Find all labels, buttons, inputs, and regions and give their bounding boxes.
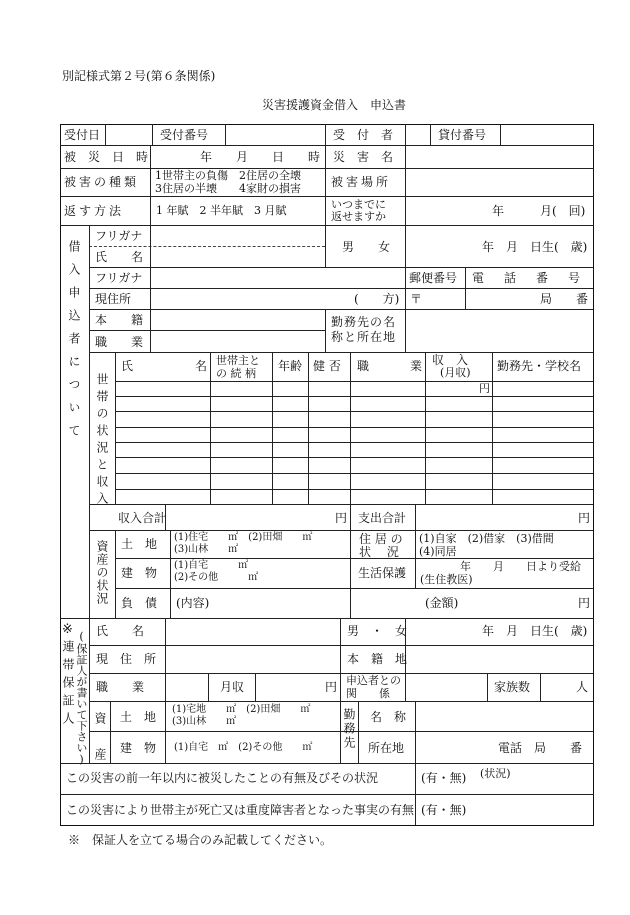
postal-code-label: 郵便番号: [409, 271, 458, 285]
welfare-label: 生活保護: [358, 566, 407, 580]
receiver-label: 受 付 者: [333, 128, 394, 142]
applicant-section-label: 借入申込者について: [67, 240, 81, 447]
guarantor-building-options: (1)自宅 ㎡ (2)その他 ㎡: [174, 742, 313, 753]
guarantor-land-options-2: (3)山林 ㎡: [172, 716, 237, 727]
housing-label-2: 状 況: [359, 545, 399, 559]
welfare-value-1: 年 月 日より受給: [460, 560, 581, 573]
furigana-label: フリガナ: [95, 229, 143, 243]
repay-when-line1: いつまでに: [331, 198, 386, 211]
guarantor-section-label: 連帯保証人: [61, 640, 75, 730]
question-prior-disaster-state: (状況): [480, 767, 511, 780]
form-number: 別記様式第２号(第６条関係): [62, 69, 216, 83]
col-relation-1: 世帯主と: [216, 354, 260, 367]
family-count-unit: 人: [576, 680, 589, 694]
loan-number-label: 貸付番号: [438, 128, 487, 142]
building-label: 建 物: [121, 566, 158, 580]
col-income-1: 収 入: [432, 353, 469, 367]
building-options-1: (1)自宅 ㎡: [174, 560, 249, 571]
housing-options-1: (1)自家 (2)借家 (3)借間: [419, 532, 554, 545]
col-age: 年齢: [278, 359, 303, 373]
col-name-1: 氏: [121, 359, 134, 373]
question-head-death: この災害により世帯主が死亡又は重度障害者となった事実の有無: [66, 803, 415, 817]
station-label: 局 番: [540, 292, 589, 306]
assets-section-label: 資産の状況: [95, 540, 109, 605]
col-job-2: 業: [410, 359, 423, 373]
expense-total-label: 支出合計: [358, 511, 407, 525]
workplace-phone-label: 電話 局 番: [498, 741, 583, 755]
guarantor-relation-1: 申込者との: [346, 674, 401, 687]
workplace-address-label: 所在地: [368, 741, 405, 755]
guarantor-land-options-1: (1)宅地 ㎡ (2)田畑 ㎡: [172, 704, 311, 715]
housing-options-2: (4)同居: [419, 545, 457, 558]
receipt-date-label: 受付日: [64, 128, 101, 142]
birth-date: 年 月 日生( 歳): [482, 240, 588, 254]
col-income-2: (月収): [440, 366, 471, 379]
guarantor-asset-label: 資 産: [93, 712, 107, 766]
household-section-label: 世帯の状況と収入: [95, 373, 109, 509]
workplace-name-label: 名 称: [370, 710, 407, 724]
guarantor-address-label: 現 住 所: [96, 652, 157, 666]
guarantor-monthly-label: 月収: [220, 680, 245, 694]
repay-method-label: 返す方法: [64, 204, 125, 218]
guarantor-land-label: 土 地: [120, 710, 157, 724]
land-options-2: (3)山林 ㎡: [174, 544, 239, 555]
guarantor-birth-date: 年 月 日生( 歳): [482, 624, 588, 638]
col-name-2: 名: [195, 359, 208, 373]
col-school: 勤務先・学校名: [497, 359, 582, 373]
repay-year-month: 年 月( 回): [492, 204, 586, 218]
postal-mark: 〒: [410, 292, 423, 306]
col-health: 健 否: [313, 359, 341, 373]
debt-label: 負 債: [121, 596, 158, 610]
col-job-1: 職: [357, 359, 370, 373]
guarantor-monthly-yen: 円: [325, 680, 338, 694]
guarantor-name-label: 氏 名: [96, 624, 145, 638]
expense-total-yen: 円: [578, 511, 591, 525]
income-yen: 円: [479, 382, 490, 395]
debt-content: (内容): [176, 596, 210, 610]
guarantor-sex-options: 男 ・ 女: [347, 624, 408, 638]
disaster-datetime-value: 年 月 日 時: [200, 150, 321, 164]
guarantor-relation-2: 関 係: [346, 687, 390, 700]
col-relation-2: の 続 柄: [216, 367, 256, 380]
damage-type-label: 被害の種類: [64, 175, 140, 189]
debt-yen: 円: [578, 596, 591, 610]
welfare-value-2: (生住教医): [420, 573, 473, 586]
guarantor-mark: ※: [62, 622, 73, 637]
guarantor-note: (保証人が書いて下さい): [75, 630, 88, 766]
debt-amount: (金額): [425, 596, 459, 610]
footnote: ※ 保証人を立てる場合のみ記載してください。: [68, 833, 333, 847]
question-prior-disaster: この災害の前一年以内に被災したことの有無及びその状況: [66, 771, 379, 785]
question-head-death-answer: (有・無): [421, 803, 467, 817]
sex-options: 男 女: [342, 240, 391, 254]
guarantor-building-label: 建 物: [120, 741, 157, 755]
form-title: 災害援護資金借入 申込書: [262, 98, 407, 112]
family-count-label: 家族数: [494, 680, 531, 694]
name-label: 氏 名: [95, 250, 144, 264]
income-total-label: 収入合計: [118, 511, 167, 525]
guarantor-workplace-label: 勤務先: [342, 708, 356, 750]
damage-option-2: 3住居の半壊 4家財の損害: [155, 182, 301, 195]
furigana-label-2: フリガナ: [95, 271, 143, 285]
housing-label-1: 住 居 の: [359, 532, 403, 546]
question-prior-disaster-answer: (有・無): [421, 771, 467, 785]
guarantor-domicile-label: 本 籍 地: [347, 652, 408, 666]
repay-options: 1 年賦 2 半年賦 3 月賦: [156, 204, 287, 217]
receipt-number-label: 受付番号: [160, 128, 209, 142]
damage-option-1: 1世帯主の負傷 2住居の全壊: [155, 169, 301, 182]
guarantor-occupation-label: 職 業: [96, 680, 145, 694]
address-tail: ( 方): [354, 292, 400, 306]
workplace-line2: 称と所在地: [331, 330, 397, 344]
damage-place-label: 被害場所: [331, 175, 392, 189]
disaster-name-label: 災 害 名: [333, 150, 394, 164]
building-options-2: (2)その他 ㎡: [174, 572, 259, 583]
phone-label: 電 話 番 号: [472, 271, 585, 285]
workplace-line1: 勤務先の名: [331, 315, 397, 329]
land-options-1: (1)住宅 ㎡ (2)田畑 ㎡: [174, 532, 313, 543]
disaster-datetime-label: 被 災 日 時: [64, 150, 149, 164]
repay-when-line2: 返せますか: [331, 210, 386, 223]
land-label: 土 地: [121, 537, 158, 551]
occupation-label: 職 業: [95, 335, 144, 349]
domicile-label: 本 籍: [95, 313, 144, 327]
address-label: 現住所: [95, 292, 132, 306]
income-total-yen: 円: [335, 511, 348, 525]
